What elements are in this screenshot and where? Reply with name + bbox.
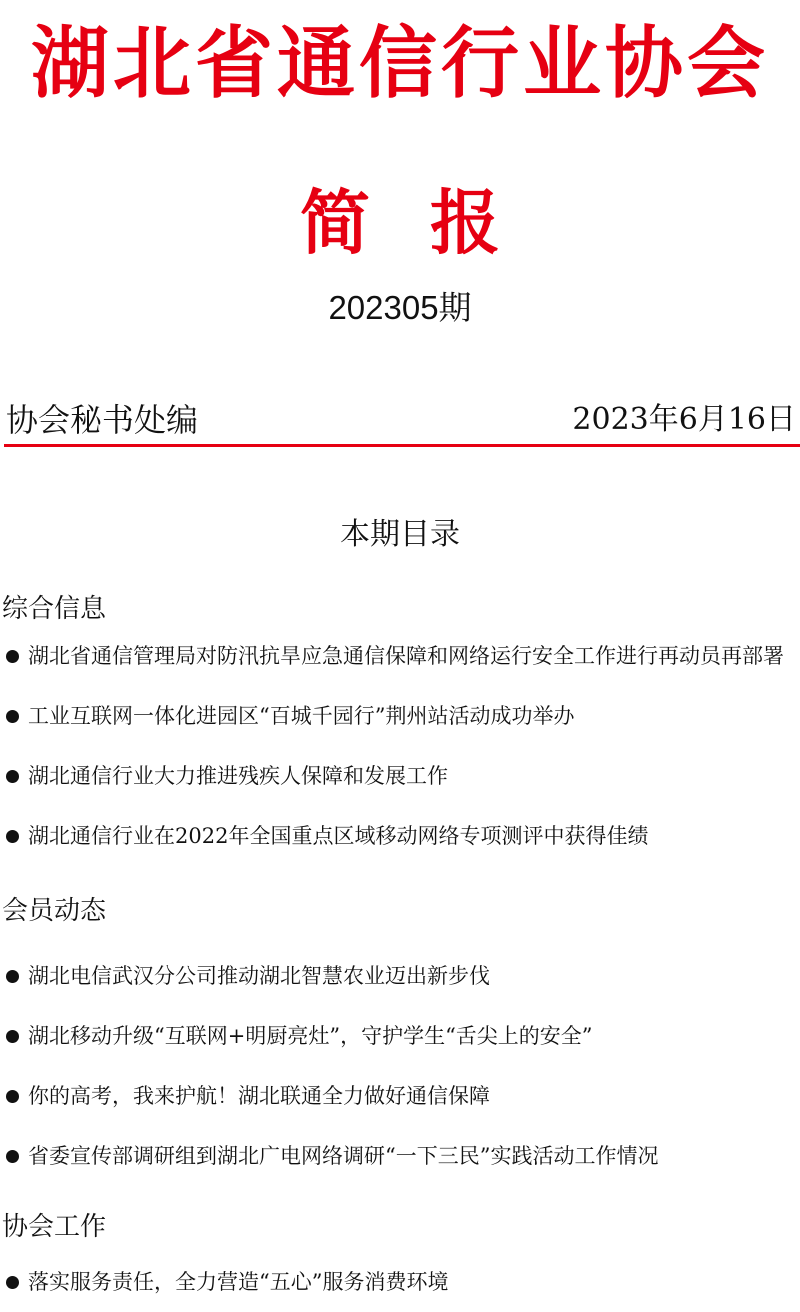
toc-item[interactable]: [0, 1066, 800, 1126]
toc-item[interactable]: [0, 626, 800, 686]
toc-list: [0, 626, 800, 866]
toc-item[interactable]: [0, 686, 800, 746]
bullet-icon: [6, 1090, 19, 1103]
toc-item[interactable]: [0, 1126, 800, 1186]
editor-line: 协会秘书处编: [6, 401, 199, 439]
toc-item-text: 省委宣传部调研组到湖北广电网络调研“一下三民”实践活动工作情况: [28, 1144, 659, 1168]
toc-section: [0, 892, 800, 1186]
bullet-icon: [6, 1030, 19, 1043]
toc-list: [0, 1252, 800, 1312]
toc-item-text: 湖北通信行业在2022年全国重点区域移动网络专项测评中获得佳绩: [28, 824, 649, 848]
divider-rule: [4, 444, 800, 447]
toc-item[interactable]: [0, 746, 800, 806]
toc-item-text: 湖北省通信管理局对防汛抗旱应急通信保障和网络运行安全工作进行再动员再部署: [28, 644, 784, 668]
toc-item[interactable]: [0, 946, 800, 1006]
section-heading: 综合信息: [2, 593, 107, 623]
masthead-title: 湖北省通信行业协会: [30, 19, 769, 109]
bullet-icon: [6, 710, 19, 723]
toc-item-text: 落实服务责任，全力营造“五心”服务消费环境: [28, 1270, 449, 1294]
toc-section: [0, 1208, 800, 1312]
issue-number: 202305期: [328, 289, 472, 326]
toc-item-text: 湖北通信行业大力推进残疾人保障和发展工作: [28, 764, 448, 788]
bullet-icon: [6, 970, 19, 983]
toc-item[interactable]: [0, 806, 800, 866]
toc-item[interactable]: [0, 1252, 800, 1312]
bullet-icon: [6, 770, 19, 783]
toc-item-text: 湖北电信武汉分公司推动湖北智慧农业迈出新步伐: [28, 964, 490, 988]
toc-title: 本期目录: [340, 518, 460, 551]
bullet-icon: [6, 830, 19, 843]
bullet-icon: [6, 1276, 19, 1289]
bullet-icon: [6, 650, 19, 663]
toc-item-text: 湖北移动升级“互联网+明厨亮灶”，守护学生“舌尖上的安全”: [28, 1024, 593, 1048]
toc-list: [0, 946, 800, 1186]
toc-item-text: 工业互联网一体化进园区“百城千园行”荆州站活动成功举办: [28, 704, 575, 728]
toc-section: [0, 590, 800, 866]
publish-date: 2023年6月16日: [572, 402, 796, 437]
section-heading: 协会工作: [2, 1211, 107, 1241]
section-heading: 会员动态: [2, 895, 107, 925]
toc-item[interactable]: [0, 1006, 800, 1066]
bullet-icon: [6, 1150, 19, 1163]
brief-label: 简报: [300, 181, 560, 264]
toc-item-text: 你的高考，我来护航！湖北联通全力做好通信保障: [28, 1084, 490, 1108]
